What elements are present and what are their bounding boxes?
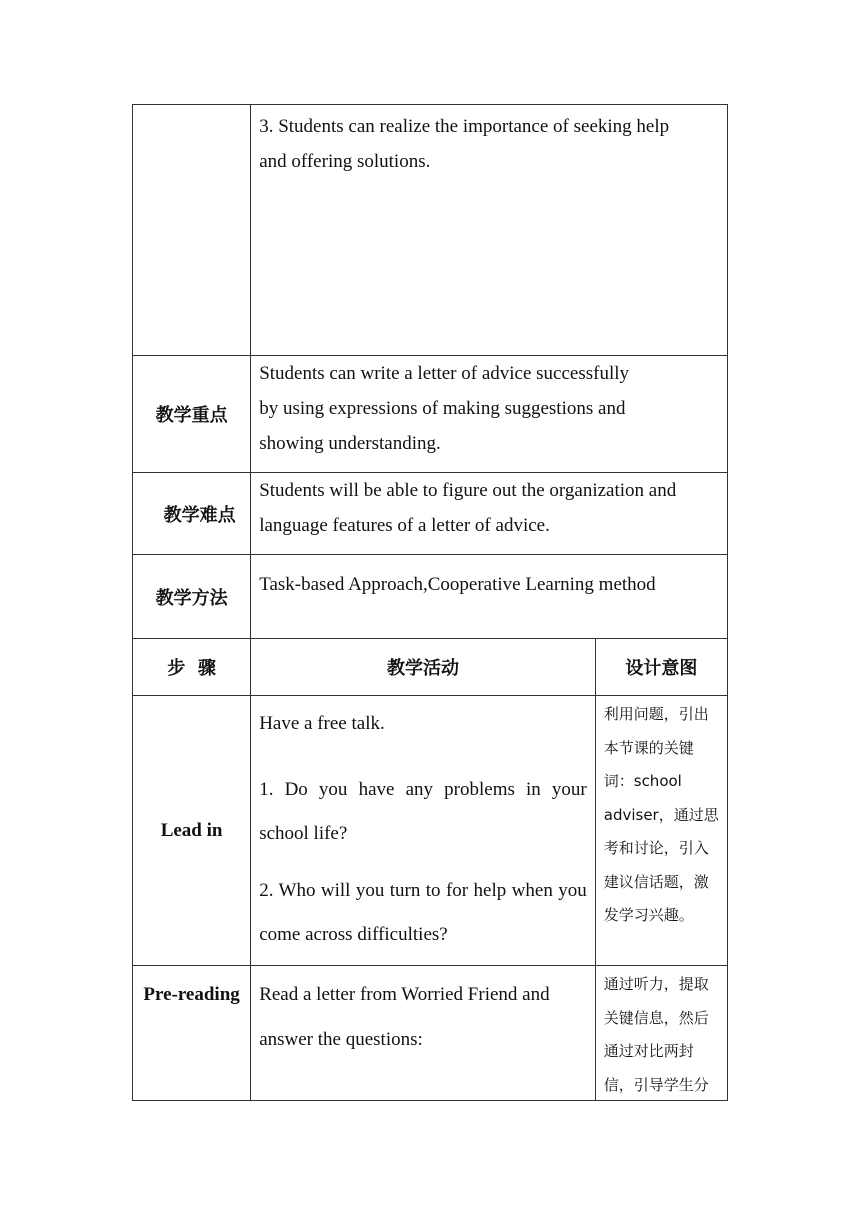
objective-item-3: 3. Students can realize the importance of seeking help and offering solutions. [259,116,670,172]
difficulties-label: 教学难点 [133,473,251,555]
key-points-line-2: by using expressions of making suggestions and [259,398,626,419]
lead-in-activity [251,696,596,966]
header-activity: 教学活动 [251,639,596,696]
lead-in-intro: Have a free talk. [259,713,385,734]
lead-in-row [133,696,728,966]
pre-reading-purpose-text: 通过听力，提取关键信息，然后通过对比两封信，引导学生分 [603,975,709,1094]
key-points-line-3: showing understanding. [259,433,441,454]
lesson-plan-table [132,104,728,1101]
methods-content [251,555,728,639]
methods-label: 教学方法 [133,555,251,639]
methods-text: Task-based Approach,Cooperative Learning method [259,574,656,595]
lead-in-question-1: 1. Do you have any problems in your school life? [259,779,587,844]
header-step: 步 骤 [133,639,251,696]
lead-in-question-2: 2. Who will you turn to for help when you come across difficulties? [259,880,587,945]
difficulties-text: Students will be able to figure out the organization and language features of a letter of advice. [259,480,677,536]
pre-reading-text: Read a letter from Worried Friend and answer the questions: [259,984,550,1050]
difficulties-content [251,473,728,555]
pre-reading-step: Pre-reading [133,966,251,1101]
pre-reading-row [133,966,728,1101]
key-points-row [133,356,728,473]
key-points-label: 教学重点 [133,356,251,473]
objectives-label-cell [133,105,251,356]
objectives-content-cell [251,105,728,356]
pre-reading-purpose [595,966,727,1101]
key-points-line-1: Students can write a letter of advice successfully [259,363,630,384]
key-points-content [251,356,728,473]
methods-row [133,555,728,639]
objectives-row [133,105,728,356]
header-purpose: 设计意图 [595,639,727,696]
pre-reading-activity [251,966,596,1101]
lead-in-purpose-text: 利用问题，引出本节课的关键词：school adviser，通过思考和讨论，引入建议信话题，激发学习兴趣。 [603,705,719,924]
lead-in-step: Lead in [133,696,251,966]
header-row [133,639,728,696]
difficulties-row [133,473,728,555]
lead-in-purpose [595,696,727,966]
